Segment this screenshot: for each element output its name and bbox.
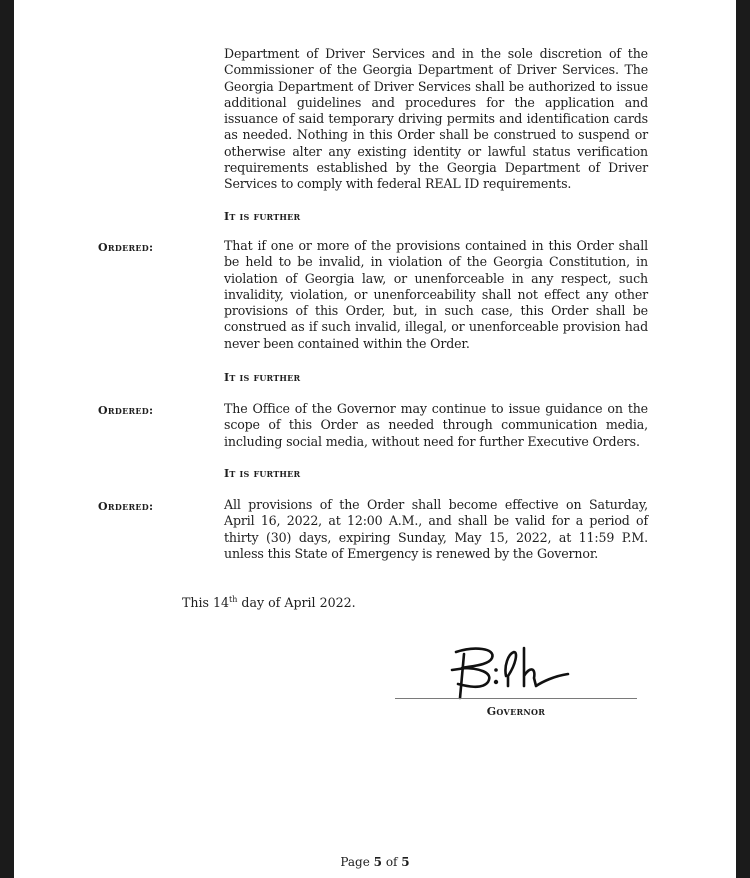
signature-stroke-b-stem: [460, 654, 464, 698]
signature-stroke-b-cross: [452, 668, 466, 670]
date-prefix: This 14: [182, 595, 230, 610]
governor-title: Governor: [486, 705, 546, 718]
it-is-further-heading-1: It is further: [224, 210, 301, 223]
governor-signature: [444, 642, 584, 702]
page-number: [14, 855, 736, 869]
signature-stroke-l: [505, 652, 516, 686]
signature-dot-2: [494, 680, 498, 684]
ordered-label-1: Ordered:: [98, 241, 154, 254]
signature-line: [395, 698, 637, 699]
paragraph-intro: Department of Driver Services and in the sole discretion of the Commissioner of the Georgia Department of Driver Services. The Georgia Department of Driver Services shall be authorized to issue additional guidelines and procedures for the application and issuance of said temporary driving permits and identification cards as needed. Nothing in this Order shall be construed to suspend or otherwise alter any existing identity or lawful status verification requirements established by the Georgia Department of Driver Services to comply with federal REAL ID requirements.: [224, 46, 648, 192]
signature-dot-1: [494, 668, 498, 672]
ordered-label-2: Ordered:: [98, 404, 154, 417]
it-is-further-heading-3: It is further: [224, 467, 301, 480]
date-rest: day of April 2022.: [237, 595, 356, 610]
ordered-label-3: Ordered:: [98, 500, 154, 513]
it-is-further-heading-2: It is further: [224, 371, 301, 384]
paragraph-guidance: The Office of the Governor may continue to issue guidance on the scope of this Order as needed through communication media, including social media, without need for further Executive Orders.: [224, 401, 648, 449]
page-number-total: 5: [401, 855, 410, 869]
page-number-prefix: Page: [340, 855, 374, 869]
signing-date: [182, 595, 356, 611]
page-number-current: 5: [373, 855, 382, 869]
date-ordinal: th: [229, 595, 238, 604]
document-page: [14, 0, 736, 878]
paragraph-effective: All provisions of the Order shall become effective on Saturday, April 16, 2022, at 12:00 A.M., and shall be valid for a period of thirty (30) days, expiring Sunday, May 15, 2022, at 11:59 P.M. unless this State of Emergency is renewed by the Governor.: [224, 497, 648, 561]
paragraph-severability: That if one or more of the provisions contained in this Order shall be held to be invalid, in violation of the Georgia Constitution, in violation of Georgia law, or unenforceable in any respect, such invalidity, violation, or unenforceability shall not effect any other provisions of this Order, but, in such case, this Order shall be construed as if such invalid, illegal, or unenforceable provision had never been contained within the Order.: [224, 238, 648, 351]
signature-stroke-h: [524, 648, 568, 686]
page-number-of: of: [382, 855, 402, 869]
